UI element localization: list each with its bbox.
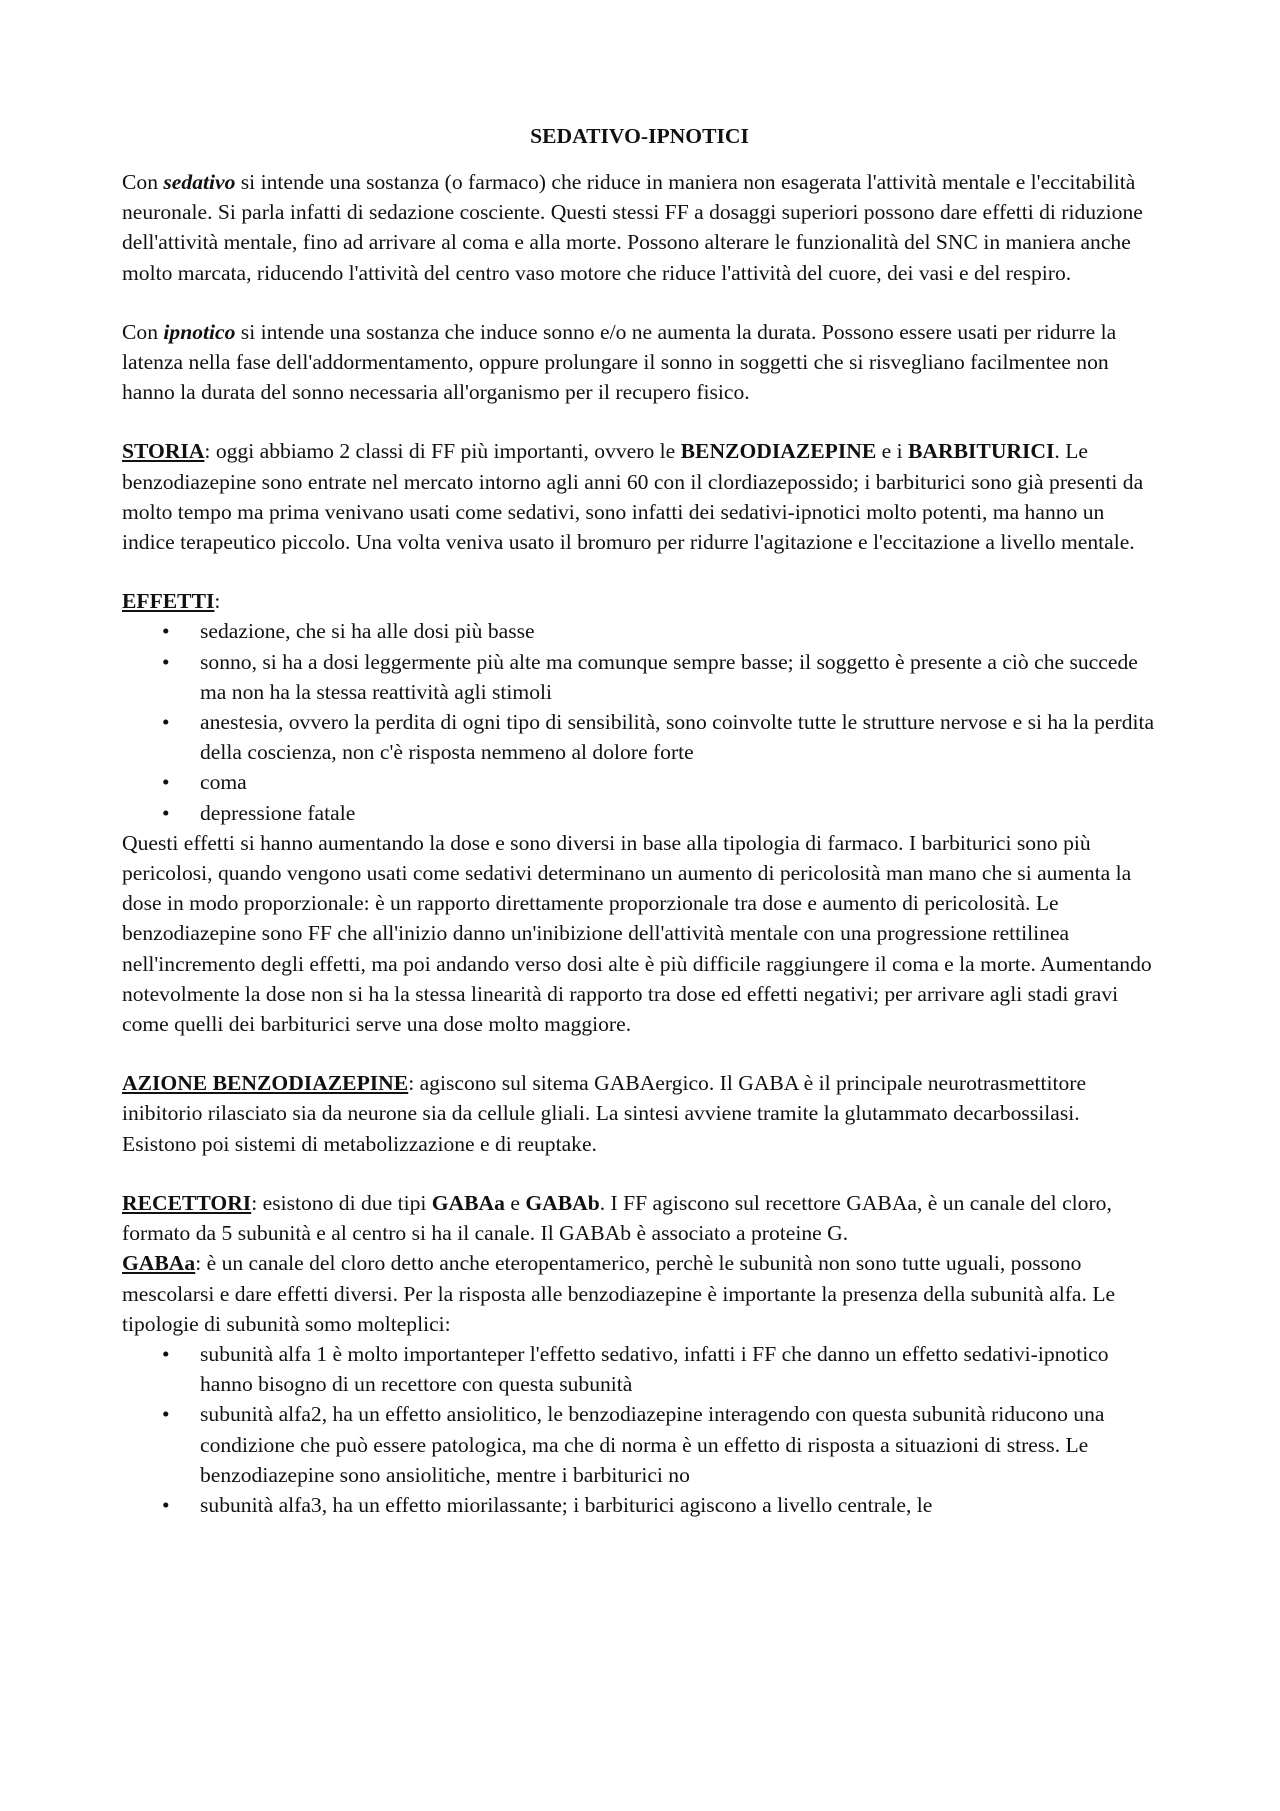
heading-azione-benzodiazepine: AZIONE BENZODIAZEPINE <box>122 1071 409 1096</box>
term-gabaa: GABAa <box>431 1190 505 1215</box>
paragraph-storia <box>122 436 1157 557</box>
heading-line-effetti <box>122 586 1157 616</box>
paragraph-effetti-detail: Questi effetti si hanno aumentando la dose e sono diversi in base alla tipologia di farmaco. I barbiturici sono più pericolosi, quando vengono usati come sedativi determinano un aumento di pericolosità man mano che si aumenta la dose in modo proporzionale: è un rapporto direttamente proporzionale tra dose e aumento di pericolosità. Le benzodiazepine sono FF che all'inizio danno un'inibizione dell'attività mentale con una progressione rettilinea nell'incremento degli effetti, ma poi andando verso dosi alte è più difficile raggiungere il coma e la morte. Aumentando notevolmente la dose non si ha la stessa linearità di rapporto tra dose ed effetti negativi; per arrivare agli stadi gravi come quelli dei barbiturici serve una dose molto maggiore. <box>122 830 1152 1037</box>
list-item: • subunità alfa3, ha un effetto miorilassante; i barbiturici agiscono a livello centrale, le <box>122 1490 1157 1520</box>
paragraph-gabaa <box>122 1248 1157 1339</box>
list-item: • depressione fatale <box>122 798 1157 828</box>
text-run: Con <box>122 319 164 344</box>
list-item: • subunità alfa 1 è molto importanteper l'effetto sedativo, infatti i FF che danno un effetto sedativi-ipnotico hanno bisogno di un recettore con questa subunità <box>122 1339 1157 1399</box>
term-sedativo: sedativo <box>163 170 236 194</box>
text-run: si intende una sostanza (o farmaco) che riduce in maniera non esagerata l'attività mentale e l'eccitabilità neuronale. Si parla infatti di sedazione cosciente. Questi stessi FF a dosaggi superiori possono dare effetti di riduzione dell'attività mentale, fino ad arrivare al coma e alla morte. Possono alterare le funzionalità del SNC in maniera anche molto marcata, riducendo l'attività del centro vaso motore che riduce l'attività del cuore, dei vasi e del respiro. <box>122 170 1143 285</box>
text-run: e i <box>876 439 909 464</box>
text-run: : <box>214 589 221 614</box>
text-run: . I FF agiscono sul recettore GABAa, è un canale del cloro, formato da 5 subunità e al centro si ha il canale. Il GABAb è associato a proteine G. <box>122 1190 1112 1246</box>
text-run: . Le benzodiazepine sono entrate nel mercato intorno agli anni 60 con il clordiazepossido; i barbiturici sono già presenti da molto tempo ma prima venivano usati come sedativi, sono infatti dei sedativi-ipnotici molto potenti, ma hanno un indice terapeutico piccolo. Una volta veniva usato il bromuro per ridurre l'agitazione e l'eccitazione a livello mentale. <box>122 439 1144 555</box>
paragraph-recettori <box>122 1188 1157 1248</box>
list-item: • sonno, si ha a dosi leggermente più alte ma comunque sempre basse; il soggetto è presente a ciò che succede ma non ha la stessa reattività agli stimoli <box>122 647 1157 707</box>
text-run: si intende una sostanza che induce sonno e/o ne aumenta la durata. Possono essere usati per ridurre la latenza nella fase dell'addormentamento, oppure prolungare il sonno in soggetti che si risvegliano facilmentee non hanno la durata del sonno necessaria all'organismo per il recupero fisico. <box>122 319 1117 405</box>
list-item: • coma <box>122 767 1157 797</box>
text-run: : oggi abbiamo 2 classi di FF più importanti, ovvero le <box>204 439 681 464</box>
text-run: : esistono di due tipi <box>251 1190 432 1215</box>
document-body <box>122 121 1157 1520</box>
term-ipnotico: ipnotico <box>163 319 236 344</box>
heading-recettori: RECETTORI <box>122 1190 252 1215</box>
list-item: • subunità alfa2, ha un effetto ansiolitico, le benzodiazepine interagendo con questa subunità riducono una condizione che può essere patologica, ma che di norma è un effetto di risposta a situazioni di stress. Le benzodiazepine sono ansiolitiche, mentre i barbiturici no <box>122 1399 1157 1490</box>
text-run: : agiscono sul sitema GABAergico. Il GABA è il principale neurotrasmettitore inibitorio rilasciato sia da neurone sia da cellule gliali. La sintesi avviene tramite la glutammato decarbossilasi. Esistono poi sistemi di metabolizzazione e di reuptake. <box>122 1071 1087 1156</box>
text-run: e <box>504 1190 526 1215</box>
paragraph-sedativo <box>122 167 1157 288</box>
list-item: • sedazione, che si ha alle dosi più basse <box>122 616 1157 646</box>
paragraph-ipnotico <box>122 317 1157 408</box>
term-barbiturici: BARBITURICI <box>908 439 1055 464</box>
heading-gabaa: GABAa <box>122 1251 196 1276</box>
effetti-list <box>122 616 1157 827</box>
list-item: • anestesia, ovvero la perdita di ogni tipo di sensibilità, sono coinvolte tutte le strutture nervose e si ha la perdita della coscienza, non c'è risposta nemmeno al dolore forte <box>122 707 1157 767</box>
text-run: Con <box>122 170 164 194</box>
term-benzodiazepine: BENZODIAZEPINE <box>680 439 877 464</box>
paragraph-azione <box>122 1068 1157 1159</box>
subunita-list <box>122 1339 1157 1520</box>
term-gabab: GABAb <box>525 1190 600 1215</box>
page-title: SEDATIVO-IPNOTICI <box>530 124 749 148</box>
heading-storia: STORIA <box>122 439 205 464</box>
heading-effetti: EFFETTI <box>122 589 215 614</box>
text-run: : è un canale del cloro detto anche eteropentamerico, perchè le subunità non sono tutte uguali, possono mescolarsi e dare effetti diversi. Per la risposta alle benzodiazepine è importante la presenza della subunità alfa. Le tipologie di subunità somo molteplici: <box>122 1251 1116 1336</box>
